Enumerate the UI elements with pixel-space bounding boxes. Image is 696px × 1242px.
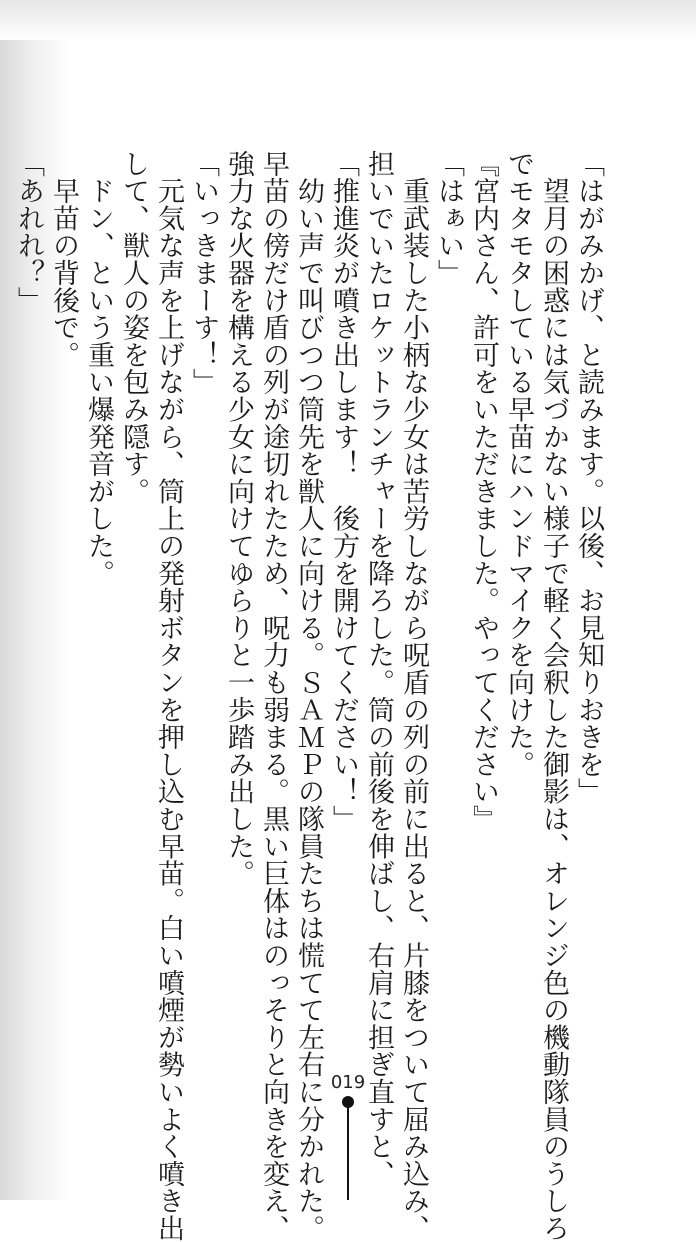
text-line: 担いでいたロケットランチャーを降ろした。筒の前後を伸ばし、右肩に担ぎ直すと、 — [363, 150, 394, 1188]
text-line: 「あれれ？」 — [13, 150, 44, 314]
text-line: でモタモタしている早苗にハンドマイクを向けた。 — [503, 150, 534, 778]
folio-ornament — [342, 1096, 354, 1200]
folio-stem — [347, 1106, 349, 1200]
text-line: 「いっきまーす！」 — [188, 150, 219, 396]
text-line: 幼い声で叫びつつ筒先を獣人に向ける。ＳＡＭＰの隊員たちは慌てて左右に分かれた。 — [293, 150, 324, 1242]
page-top-shadow — [0, 0, 696, 40]
text-line: 早苗の傍だけ盾の列が途切れたため、呪力も弱まる。黒い巨体はのっそりと向きを変え、 — [258, 150, 289, 1242]
vertical-body-text — [11, 150, 606, 1242]
page-number: 019 — [330, 1072, 366, 1093]
text-line: して、獣人の姿を包み隠す。 — [118, 150, 149, 505]
text-line: ドン、という重い爆発音がした。 — [83, 150, 114, 587]
text-line: 元気な声を上げながら、筒上の発射ボタンを押し込む早苗。白い噴煙が勢いよく噴き出 — [153, 150, 184, 1242]
text-line: 『宮内さん、許可をいただきました。やってください』 — [468, 150, 499, 833]
text-line: 「推進炎が噴き出します！ 後方を開けてください！」 — [328, 150, 359, 833]
text-line: 「はぁい」 — [433, 150, 464, 287]
text-line: 望月の困惑には気づかない様子で軽く会釈した御影は、オレンジ色の機動隊員のうしろ — [538, 150, 569, 1242]
text-line: 「はがみかげ、と読みます。以後、お見知りおきを」 — [573, 150, 604, 806]
text-line: 強力な火器を構える少女に向けてゆらりと一歩踏み出した。 — [223, 150, 254, 888]
text-line: 早苗の背後で。 — [48, 150, 79, 369]
text-line: 重武装した小柄な少女は苦労しながら呪盾の列の前に出ると、片膝をついて屈み込み、 — [398, 150, 429, 1242]
